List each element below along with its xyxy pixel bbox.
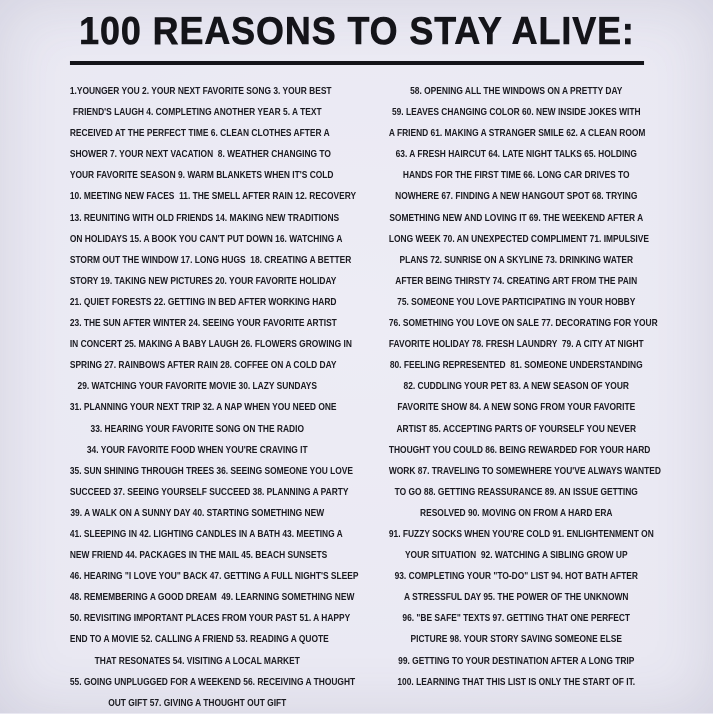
reason-line: 76. SOMETHING YOU LOVE ON SALE 77. DECORATING FOR YOUR: [388, 317, 658, 330]
reason-line: SPRING 27. RAINBOWS AFTER RAIN 28. COFFEE ON A COLD DAY: [69, 359, 337, 372]
reason-line: 99. GETTING TO YOUR DESTINATION AFTER A LONG TRIP: [397, 654, 634, 667]
reason-line: 46. HEARING "I LOVE YOU" BACK 47. GETTING A FULL NIGHT'S SLEEP: [69, 570, 359, 583]
reason-line: THAT RESONATES 54. VISITING A LOCAL MARKET: [94, 654, 300, 667]
reason-line: YOUR FAVORITE SEASON 9. WARM BLANKETS WHEN IT'S COLD: [69, 169, 334, 182]
reason-line: 82. CUDDLING YOUR PET 83. A NEW SEASON OF YOUR: [403, 380, 629, 393]
reason-line: 59. LEAVES CHANGING COLOR 60. NEW INSIDE JOKES WITH: [391, 106, 641, 119]
reason-line: 34. YOUR FAVORITE FOOD WHEN YOU'RE CRAVING IT: [86, 443, 308, 456]
reason-line: ON HOLIDAYS 15. A BOOK YOU CAN'T PUT DOWN 16. WATCHING A: [69, 232, 343, 245]
reason-line: 58. OPENING ALL THE WINDOWS ON A PRETTY DAY: [409, 85, 622, 97]
reason-line: IN CONCERT 25. MAKING A BABY LAUGH 26. FLOWERS GROWING IN: [69, 338, 352, 351]
reason-line: LONG WEEK 70. AN UNEXPECTED COMPLIMENT 71. IMPULSIVE: [388, 232, 649, 245]
reason-line: 63. A FRESH HAIRCUT 64. LATE NIGHT TALKS 65. HOLDING: [395, 148, 637, 161]
reason-line: 48. REMEMBERING A GOOD DREAM 49. LEARNING SOMETHING NEW: [69, 591, 355, 604]
reason-line: 75. SOMEONE YOU LOVE PARTICIPATING IN YOUR HOBBY: [396, 295, 635, 308]
reason-line: SUCCEED 37. SEEING YOURSELF SUCCEED 38. PLANNING A PARTY: [69, 485, 349, 498]
reason-line: 100. LEARNING THAT THIS LIST IS ONLY THE START OF IT.: [396, 675, 635, 688]
reason-line: 93. COMPLETING YOUR "TO-DO" LIST 94. HOT BATH AFTER: [394, 570, 638, 583]
reason-line: 50. REVISITING IMPORTANT PLACES FROM YOUR PAST 51. A HAPPY: [69, 612, 351, 625]
reason-line: TO GO 88. GETTING REASSURANCE 89. AN ISSUE GETTING: [394, 485, 638, 498]
reason-line: 33. HEARING YOUR FAVORITE SONG ON THE RADIO: [90, 422, 304, 435]
reason-line: HANDS FOR THE FIRST TIME 66. LONG CAR DRIVES TO: [402, 169, 630, 182]
reason-line: THOUGHT YOU COULD 86. BEING REWARDED FOR YOUR HARD: [388, 443, 650, 456]
reason-line: END TO A MOVIE 52. CALLING A FRIEND 53. READING A QUOTE: [69, 633, 329, 646]
reason-line: 10. MEETING NEW FACES 11. THE SMELL AFTER RAIN 12. RECOVERY: [69, 190, 357, 203]
reasons-column-left: [38, 81, 357, 714]
reason-line: 35. SUN SHINING THROUGH TREES 36. SEEING SOMEONE YOU LOVE: [69, 464, 354, 477]
reason-line: 91. FUZZY SOCKS WHEN YOU'RE COLD 91. ENLIGHTENMENT ON: [388, 527, 654, 540]
reason-line: 55. GOING UNPLUGGED FOR A WEEKEND 56. RECEIVING A THOUGHT: [69, 675, 356, 688]
reason-line: SOMETHING NEW AND LOVING IT 69. THE WEEKEND AFTER A: [388, 211, 643, 224]
reason-line: PICTURE 98. YOUR STORY SAVING SOMEONE ELSE: [410, 633, 622, 646]
reason-line: 31. PLANNING YOUR NEXT TRIP 32. A NAP WHEN YOU NEED ONE: [69, 401, 337, 414]
reason-line: STORY 19. TAKING NEW PICTURES 20. YOUR FAVORITE HOLIDAY: [69, 274, 337, 287]
reason-line: 13. REUNITING WITH OLD FRIENDS 14. MAKING NEW TRADITIONS: [69, 211, 340, 224]
reason-line: ARTIST 85. ACCEPTING PARTS OF YOURSELF YOU NEVER: [395, 422, 636, 435]
reason-line: PLANS 72. SUNRISE ON A SKYLINE 73. DRINKING WATER: [398, 253, 633, 266]
reason-line: 23. THE SUN AFTER WINTER 24. SEEING YOUR FAVORITE ARTIST: [69, 317, 337, 330]
poster-title: 100 REASONS TO STAY ALIVE:: [69, 8, 643, 65]
reasons-columns: [0, 81, 713, 714]
reason-line: A STRESSFUL DAY 95. THE POWER OF THE UNKNOWN: [403, 591, 628, 604]
reason-line: 21. QUIET FORESTS 22. GETTING IN BED AFTER WORKING HARD: [69, 295, 337, 308]
reason-line: FAVORITE HOLIDAY 78. FRESH LAUNDRY 79. A CITY AT NIGHT: [388, 338, 644, 351]
reason-line: SHOWER 7. YOUR NEXT VACATION 8. WEATHER CHANGING TO: [69, 148, 331, 161]
reason-line: 39. A WALK ON A SUNNY DAY 40. STARTING SOMETHING NEW: [70, 506, 325, 519]
reason-line: FAVORITE SHOW 84. A NEW SONG FROM YOUR FAVORITE: [396, 401, 635, 414]
reason-line: OUT GIFT 57. GIVING A THOUGHT OUT GIFT: [108, 696, 287, 709]
reason-line: WORK 87. TRAVELING TO SOMEWHERE YOU'VE ALWAYS WANTED: [388, 464, 661, 477]
reason-line: STORM OUT THE WINDOW 17. LONG HUGS 18. CREATING A BETTER: [69, 253, 352, 266]
reason-line: NOWHERE 67. FINDING A NEW HANGOUT SPOT 68. TRYING: [394, 190, 637, 203]
reason-line: AFTER BEING THIRSTY 74. CREATING ART FROM THE PAIN: [394, 274, 637, 287]
reason-line: 1.YOUNGER YOU 2. YOUR NEXT FAVORITE SONG 3. YOUR BEST: [69, 85, 332, 97]
reason-line: NEW FRIEND 44. PACKAGES IN THE MAIL 45. BEACH SUNSETS: [69, 549, 328, 562]
reason-line: RESOLVED 90. MOVING ON FROM A HARD ERA: [419, 506, 612, 519]
reason-line: 96. "BE SAFE" TEXTS 97. GETTING THAT ONE PERFECT: [401, 612, 630, 625]
reason-line: 80. FEELING REPRESENTED 81. SOMEONE UNDERSTANDING: [389, 359, 643, 372]
reason-line: A FRIEND 61. MAKING A STRANGER SMILE 62. A CLEAN ROOM: [388, 127, 645, 140]
reason-line: FRIEND'S LAUGH 4. COMPLETING ANOTHER YEAR 5. A TEXT: [72, 106, 322, 119]
reason-line: 29. WATCHING YOUR FAVORITE MOVIE 30. LAZY SUNDAYS: [77, 380, 317, 393]
reason-line: RECEIVED AT THE PERFECT TIME 6. CLEAN CLOTHES AFTER A: [69, 127, 330, 140]
reason-line: 41. SLEEPING IN 42. LIGHTING CANDLES IN A BATH 43. MEETING A: [69, 527, 343, 540]
reason-line: YOUR SITUATION 92. WATCHING A SIBLING GROW UP: [404, 549, 628, 562]
reasons-column-right: [357, 81, 676, 714]
